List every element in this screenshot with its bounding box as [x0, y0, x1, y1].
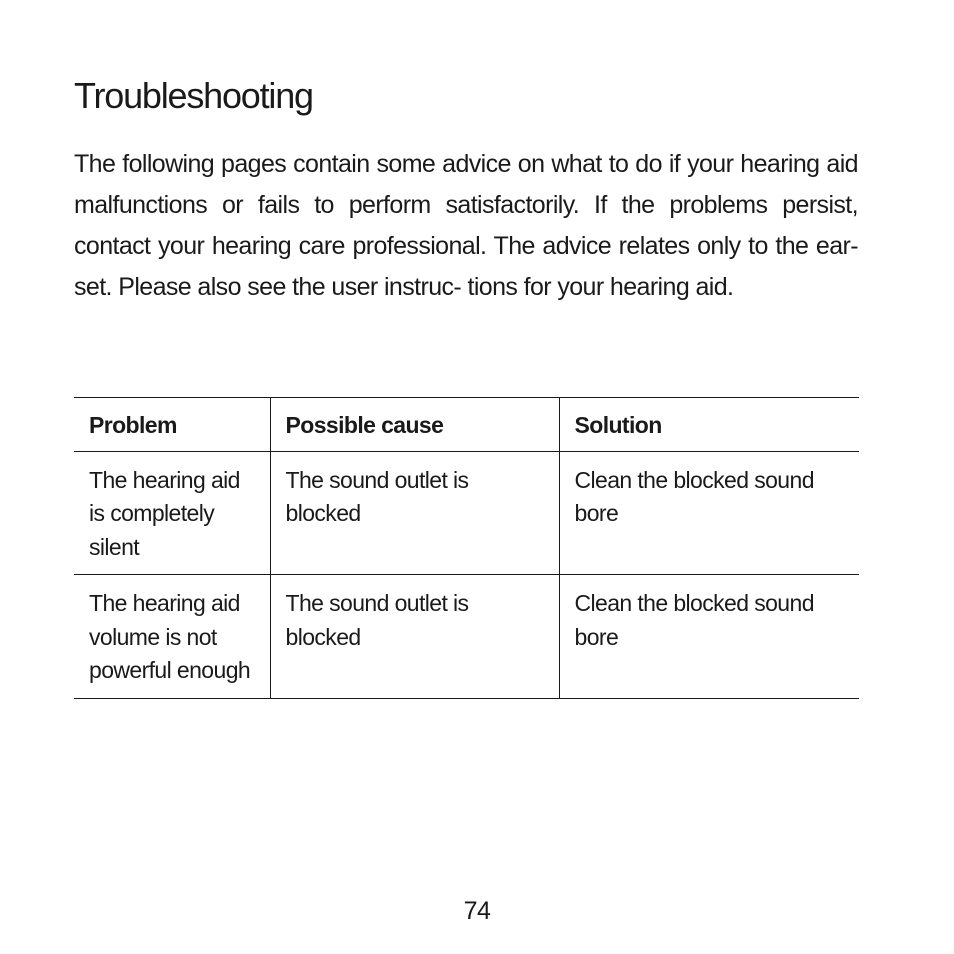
intro-paragraph: The following pages contain some advice on what to do if your hearing aid malfunctions or fails to perform satisfactorily. If the problems persist, contact your hearing care professional. The advice relates only to the ear-set. Please also see the user instruc- tions for your hearing aid.: [74, 150, 858, 301]
header-solution: Solution: [559, 398, 859, 452]
header-possible-cause: Possible cause: [270, 398, 559, 452]
cause-cell: The sound outlet is blocked: [270, 451, 559, 575]
table-row: [74, 451, 859, 575]
cause-cell: The sound outlet is blocked: [270, 575, 559, 699]
troubleshooting-table: [74, 397, 859, 699]
table-row: [74, 575, 859, 699]
table-header-row: [74, 398, 859, 452]
problem-cell: The hearing aid volume is not powerful enough: [89, 590, 251, 683]
solution-cell: Clean the blocked sound bore: [559, 575, 859, 699]
page-number: 74: [463, 897, 491, 925]
page-title: Troubleshooting: [74, 75, 313, 116]
solution-cell: Clean the blocked sound bore: [559, 451, 859, 575]
problem-cell: The hearing aid is completely silent: [89, 466, 240, 560]
header-problem: Problem: [89, 412, 177, 438]
